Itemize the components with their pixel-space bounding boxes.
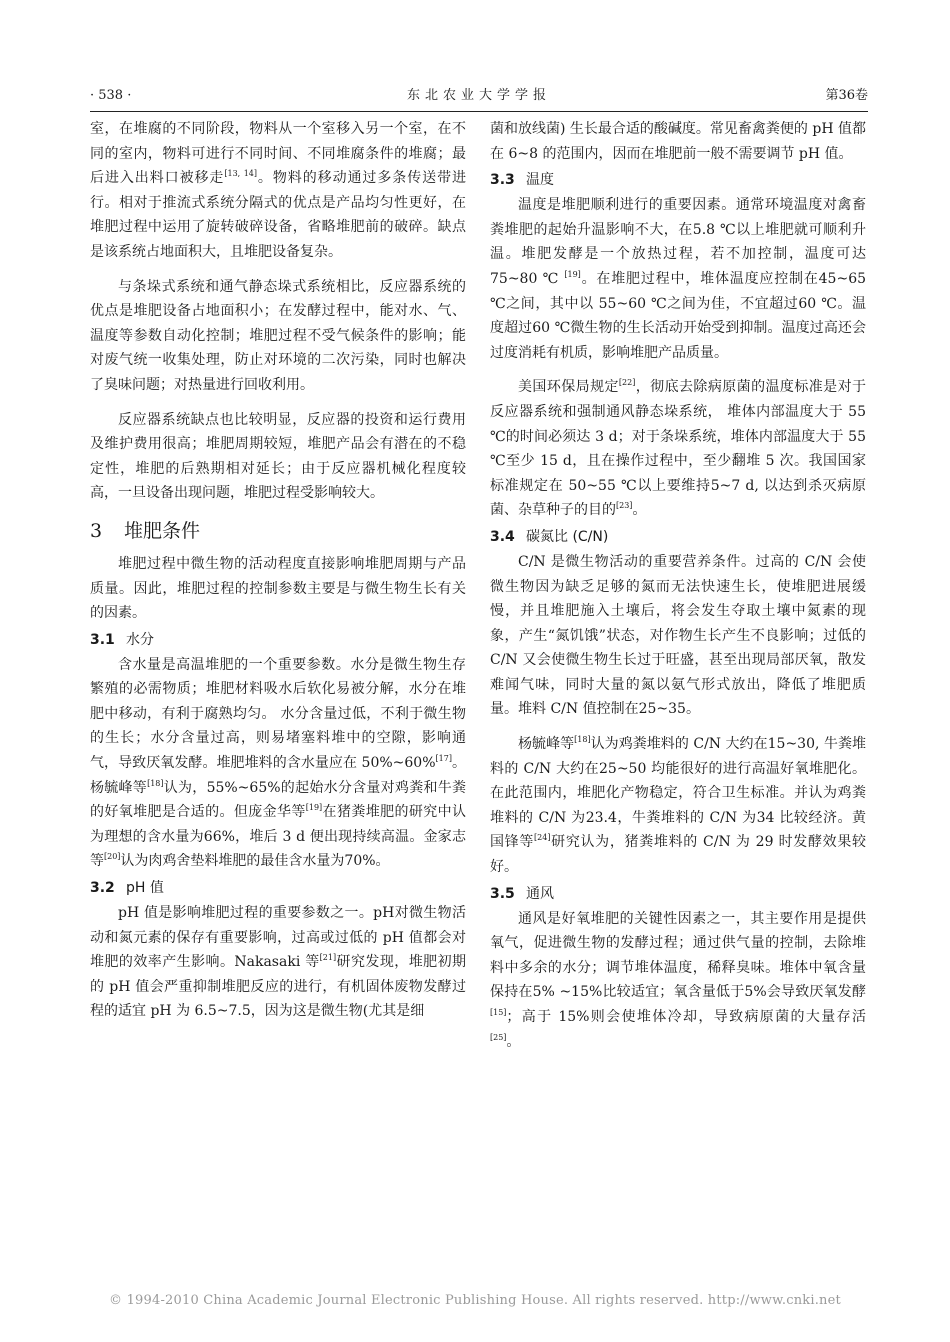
paragraph: pH 值是影响堆肥过程的重要参数之一。pH对微生物活动和氮元素的保存有重要影响，过高或过低的 pH 值都会对堆肥的效率产生影响。Nakasaki 等[21]研究发现，堆肥初期的 pH 值会严重抑制堆肥反应的进行，有机固体废物发酵过程的适宜 pH 为 6.5~7.5，因为这是微生物(尤其是细: [90, 905, 467, 1020]
citation[interactable]: [21]: [319, 953, 337, 963]
paragraph: 通风是好氧堆肥的关键性因素之一，其主要作用是提供氧气，促进微生物的发酵过程；通过供气量的控制，去除堆料中多余的水分；调节堆体温度，稀释臭味。堆体中氧含量保持在5% ~15%比较适宜；氧含量低于5%会导致厌氧发酵[15]；高于 15%则会使堆体冷却，导致病原菌的大量存活[25]。: [490, 910, 866, 1050]
citation[interactable]: [22]: [618, 378, 636, 388]
citation[interactable]: [19]: [305, 803, 323, 813]
citation[interactable]: [17]: [435, 754, 452, 764]
subsection-heading: 3.3 温度: [490, 172, 554, 189]
citation[interactable]: [13, 14]: [224, 169, 257, 179]
paragraph: 杨毓峰等[18]认为鸡粪堆料的 C/N 大约在15~30, 牛粪堆料的 C/N 大约在25~50 均能很好的进行高温好氧堆肥化。在此范围内，堆肥化产物稳定，符合卫生标准。并认为鸡粪堆料的 C/N 为23.4，牛粪堆料的 C/N 为34 比较经济。黄国锋等[24]研究认为，猪粪堆料的 C/N 为 29 时发酵效果较好。: [490, 735, 867, 876]
paragraph: 菌和放线菌) 生长最合适的酸碱度。常见畜禽粪便的 pH 值都在 6~8 的范围内，因而在堆肥前一般不需要调节 pH 值。: [490, 121, 866, 162]
copyright-footer: © 1994-2010 China Academic Journal Electronic Publishing House. All rights reserved. http://www.cnki.net: [109, 1293, 841, 1308]
header-divider: [90, 111, 868, 112]
citation[interactable]: [20]: [104, 852, 121, 862]
running-header: [90, 86, 868, 112]
paragraph: 美国环保局规定[22]，彻底去除病原菌的温度标准是对于反应器系统和强制通风静态垛系统， 堆体内部温度大于 55 ℃的时间必须达 3 d；对于条垛系统，堆体内部温度大于 55 ℃至少 15 d，且在操作过程中，至少翻堆 5 次。我国国家标准规定在 50~55 ℃以上要维持5~7 d, 以达到杀灭病原菌、杂草种子的目的[23]。: [490, 378, 867, 519]
citation[interactable]: [25]: [490, 1032, 507, 1042]
paragraph: C/N 是微生物活动的重要营养条件。过高的 C/N 会使微生物因为缺乏足够的氮而无法快速生长，使堆肥进展缓慢，并且堆肥施入土壤后，将会发生夺取土壤中氮素的现象，产生“氮饥饿”状态，对作物生长产生不良影响；过低的C/N 又会使微生物生长过于旺盛，甚至出现局部厌氧，散发难闻气味，同时大量的氮以氨气形式放出，降低了堆肥质量。堆料 C/N 值控制在25~35。: [490, 553, 866, 718]
citation[interactable]: [18]: [147, 778, 164, 788]
paragraph: 反应器系统缺点也比较明显，反应器的投资和运行费用及维护费用很高；堆肥周期较短，堆肥产品会有潜在的不稳定性，堆肥的后熟期相对延长；由于反应器机械化程度较高，一旦设备出现问题，堆肥过程受影响较大。: [90, 411, 466, 502]
citation[interactable]: [15]: [490, 1008, 507, 1017]
paragraph: 室，在堆腐的不同阶段，物料从一个室移入另一个室，在不同的室内，物料可进行不同时间、不同堆腐条件的堆腐；最后进入出料口被移走[13, 14]。物料的移动通过多条传送带进行。相对于推流式系统分隔式的优点是产品均匀性更好，在堆肥过程中运用了旋转破碎设备，省略堆肥前的破碎。缺点是该系统占地面积大，且堆肥设备复杂。: [90, 121, 467, 260]
citation[interactable]: [23]: [616, 501, 633, 511]
subsection-heading: 3.5 通风: [490, 885, 554, 902]
paragraph: 含水量是高温堆肥的一个重要参数。水分是微生物生存繁殖的必需物质；堆肥材料吸水后软化易被分解，水分在堆肥中移动，有利于腐熟均匀。 水分含量过低，不利于微生物的生长；水分含量过高，则易堵塞料堆中的空隙，影响通气，导致厌氧发酵。堆肥堆料的含水量应在 50%~60%[17]。杨毓峰等[18]认为，55%~65%的起始水分含量对鸡粪和牛粪的好氧堆肥是合适的。但庞金华等[19]在猪粪堆肥的研究中认为理想的含水量为66%，堆后 3 d 便出现持续高温。金家志等[20]认为肉鸡舍垫料堆肥的最佳含水量为70%。: [90, 656, 467, 870]
subsection-heading: 3.2 pH 值: [90, 880, 164, 897]
paragraph: 温度是堆肥顺利进行的重要因素。通常环境温度对禽畜粪堆肥的起始升温影响不大，在5.8 ℃以上堆肥就可顺利升温。堆肥发酵是一个放热过程，若不加控制，温度可达75~80 ℃ [19]。在堆肥过程中，堆体温度应控制在45~65 ℃之间，其中以 55~60 ℃之间为佳，不宜超过60 ℃。温度超过60 ℃微生物的生长活动开始受到抑制。温度过高还会过度消耗有机质，影响堆肥产品质量。: [490, 197, 867, 361]
journal-title: 东北农业大学学报: [406, 88, 551, 103]
left-column: [90, 117, 466, 1024]
subsection-heading: 3.4 碳氮比 (C/N): [490, 528, 609, 545]
section-heading: 3 堆肥条件: [90, 519, 201, 542]
volume-label: 第36卷: [825, 88, 868, 103]
citation[interactable]: [19]: [564, 269, 581, 279]
paragraph: 堆肥过程中微生物的活动程度直接影响堆肥周期与产品质量。因此，堆肥过程的控制参数主要是与微生物生长有关的因素。: [90, 555, 466, 622]
right-column: [490, 117, 866, 1054]
page-number: · 538 ·: [90, 88, 132, 103]
citation[interactable]: [24]: [534, 833, 551, 843]
subsection-heading: 3.1 水分: [90, 631, 154, 648]
citation[interactable]: [18]: [574, 735, 591, 745]
paragraph: 与条垛式系统和通气静态垛式系统相比，反应器系统的优点是堆肥设备占地面积小；在发酵过程中，能对水、气、温度等参数自动化控制；堆肥过程不受气候条件的影响；能对废气统一收集处理，防止对环境的二次污染，同时也解决了臭味问题；对热量进行回收利用。: [90, 278, 466, 393]
